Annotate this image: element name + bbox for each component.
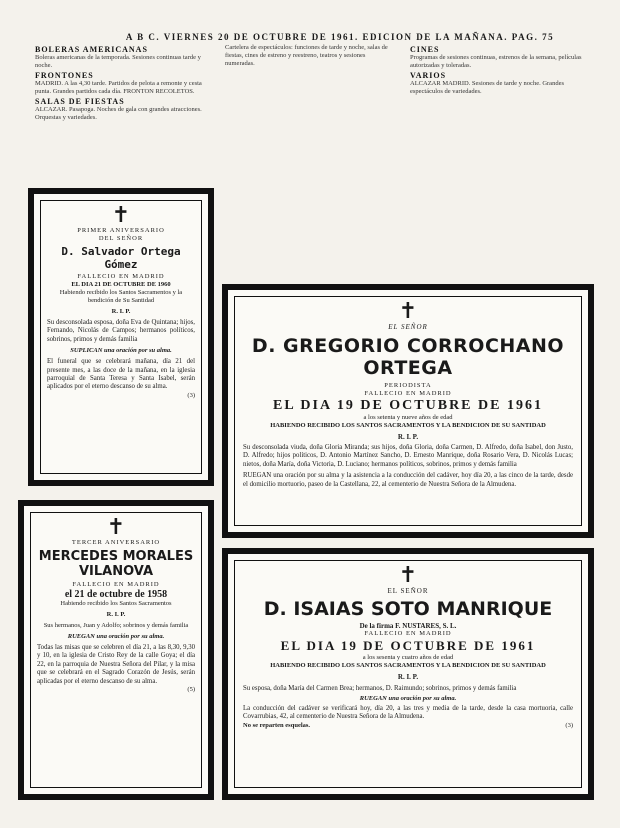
- section-heading: SALAS DE FIESTAS: [35, 97, 125, 106]
- left-listings-column: [35, 44, 215, 192]
- request-text: SUPLICAN una oración por su alma.: [70, 347, 172, 355]
- right-listings-column: [410, 44, 590, 274]
- section-heading: CINES: [410, 45, 440, 54]
- request-text: RUEGAN una oración por su alma.: [359, 694, 457, 702]
- section-heading: FRONTONES: [35, 71, 94, 80]
- anniversary-label: PRIMER ANIVERSARIO: [77, 227, 165, 234]
- notice-code: (3): [187, 391, 195, 399]
- no-notices-text: No se reparten esquelas.: [243, 721, 311, 729]
- death-place: FALLECIO EN MADRID: [364, 389, 452, 397]
- obituary-mercedes-morales: [18, 500, 214, 800]
- obituary-gregorio-corrochano: [222, 284, 594, 538]
- obituary-salvador-ortega: [28, 188, 214, 486]
- cross-icon: ✝: [106, 515, 126, 540]
- page-header: A B C. VIERNES 20 DE OCTUBRE DE 1961. EDICION DE LA MAÑANA. PAG. 75: [125, 32, 555, 42]
- age-text: a los sesenta y cuatro años de edad: [362, 654, 454, 661]
- family-text: Sus hermanos, Juan y Adolfo; sobrinos y demás familia: [43, 622, 189, 629]
- listing-text: Cartelera de espectáculos: funciones de tarde y noche, salas de fiestas, cines de estreno y reestreno, teatros y sesiones numeradas.: [225, 44, 388, 67]
- section-text: Programas de sesiones continuas, estrenos de la semana, películas autorizadas y toleradas.: [410, 54, 582, 69]
- request-text: RUEGAN una oración por su alma y la asistencia a la conducción del cadáver, hoy día 20, a las cinco de la tarde, desde el domicilio mortuorio, paseo de la Castellana, 22, al cementerio de Nuestra Señora de la Almudena.: [243, 472, 573, 488]
- anniversary-label: TERCER ANIVERSARIO: [71, 539, 161, 546]
- death-place: FALLECIO EN MADRID: [72, 581, 160, 588]
- sacraments-text: HABIENDO RECIBIDO LOS SANTOS SACRAMENTOS Y LA BENDICION DE SU SANTIDAD: [270, 662, 546, 669]
- section-text: ALCAZAR. Pasapoga. Noches de gala con grandes atracciones. Orquestas y variedades.: [35, 106, 202, 121]
- mass-text: El funeral que se celebrará mañana, día 21 del presente mes, a las doce de la mañana, en la iglesia parroquial de Santa Teresa y Santa Isabel, serán aplicados por el eterno descanso de su alma.: [47, 358, 195, 391]
- deceased-name: D. GREGORIO CORROCHANO ORTEGA: [251, 334, 565, 379]
- title-label: DEL SEÑOR: [98, 235, 144, 242]
- section-text: Boleras americanas de la temporada. Sesiones continuas tarde y noche.: [35, 54, 201, 69]
- section-text: ALCAZAR MADRID. Sesiones de tarde y noche. Grandes espectáculos de variedades.: [410, 80, 564, 95]
- deceased-name: D. Salvador Ortega Gómez: [61, 245, 181, 271]
- deceased-name: MERCEDES MORALES VILANOVA: [38, 549, 194, 579]
- firm-label: De la firma F. NUSTARES, S. L.: [359, 621, 457, 630]
- death-place: FALLECIO EN MADRID: [77, 273, 165, 280]
- family-text: Su desconsolada viuda, doña Gloria Miranda; sus hijos, doña Gloria, doña Carmen, D. Alfredo, doña Isabel, don Justo, D. Alfredo; hijos políticos, D. Antonio Martínez Sancho, D. Ernesto Manrique, doña Rosario Vera, D. Nicolás Lucas; nietos, doña María, doña Victoria, D. Luciano; hermanos políticos, sobrinos, primos y demás familia: [243, 444, 573, 468]
- rip-label: R. I. P.: [111, 308, 131, 315]
- middle-listings-column: [225, 44, 395, 274]
- notice-code: (3): [565, 721, 573, 729]
- death-date: el 21 de octubre de 1958: [64, 589, 168, 600]
- obituary-isaias-soto: [222, 548, 594, 800]
- death-place: FALLECIO EN MADRID: [364, 630, 452, 637]
- sacraments-text: Habiendo recibido los Santos Sacramentos y la bendición de Su Santidad: [59, 289, 183, 304]
- section-heading: BOLERAS AMERICANAS: [35, 45, 148, 54]
- sacraments-text: Habiendo recibido los Santos Sacramentos: [60, 600, 172, 607]
- deceased-name: D. ISAIAS SOTO MANRIQUE: [263, 597, 553, 620]
- notice-code: (5): [187, 686, 195, 694]
- death-date: EL DIA 19 DE OCTUBRE DE 1961: [273, 397, 543, 413]
- section-text: MADRID. A las 4,30 tarde. Partidos de pelota a remonte y cesta punta. Grandes partidos cada día. FRONTON RECOLETOS.: [35, 80, 202, 95]
- rip-label: R. I. P.: [106, 611, 126, 618]
- cross-icon: ✝: [111, 203, 131, 228]
- death-date: EL DIA 19 DE OCTUBRE DE 1961: [280, 638, 536, 653]
- mass-text: Todas las misas que se celebren el día 21, a las 8,30, 9,30 y 10, en la iglesia de Cristo Rey de la calle Goya; el día 22, en la parroquia de Nuestra Señora del Pilar, y la misa que se celebrará en el Sagrado Corazón de Jesús, serán aplicadas por el eterno descanso de su alma.: [37, 644, 195, 685]
- request-text: RUEGAN una oración por su alma.: [67, 633, 165, 640]
- family-text: Su esposa, doña María del Carmen Brea; hermanos, D. Raimundo; sobrinos, primos y demás familia: [243, 684, 517, 692]
- title-label: EL SEÑOR: [388, 323, 428, 331]
- cross-icon: ✝: [398, 563, 418, 588]
- family-text: Su desconsolada esposa, doña Eva de Quintana; hijos, Fernando, Nicolás de Campos; hermanos políticos, sobrinos, primos y demás familia: [47, 319, 195, 343]
- cross-icon: ✝: [398, 299, 418, 324]
- death-date: EL DIA 21 DE OCTUBRE DE 1960: [71, 281, 171, 288]
- title-label: EL SEÑOR: [387, 587, 429, 595]
- sacraments-text: HABIENDO RECIBIDO LOS SANTOS SACRAMENTOS Y LA BENDICION DE SU SANTIDAD: [270, 421, 546, 429]
- rip-label: R. I. P.: [397, 432, 419, 441]
- role-label: PERIODISTA: [384, 381, 432, 389]
- conduction-text: La conducción del cadáver se verificará hoy, día 20, a las tres y media de la tarde, desde la casa mortuoria, calle Covarrubias, 42, al cementerio de Nuestra Señora de la Almudena.: [243, 704, 573, 721]
- section-heading: VARIOS: [410, 71, 447, 80]
- age-text: a los setenta y nueve años de edad: [363, 413, 453, 421]
- rip-label: R. I. P.: [397, 673, 419, 681]
